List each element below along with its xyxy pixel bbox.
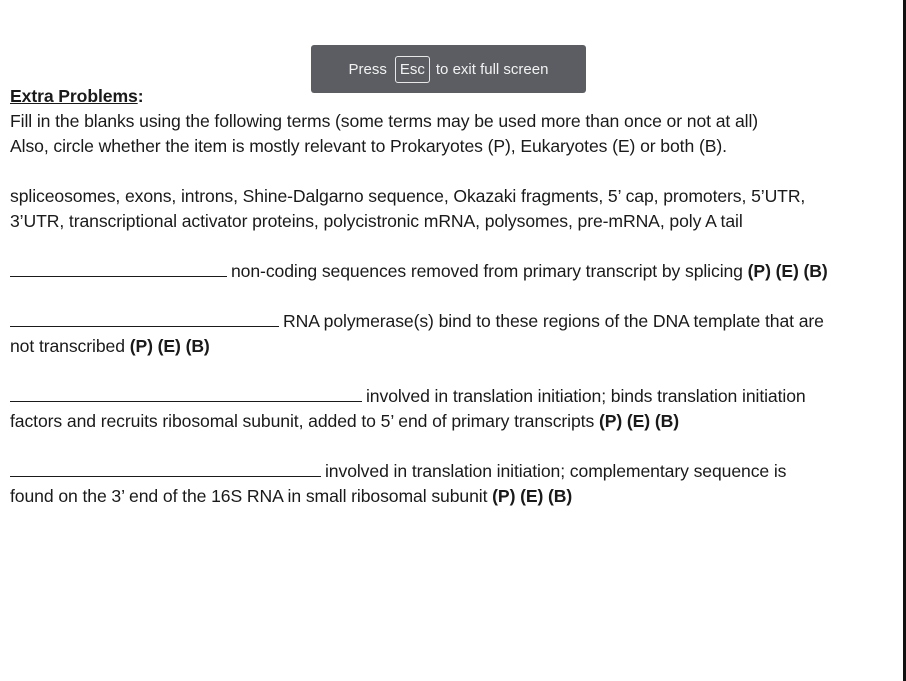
term-bank-line: spliceosomes, exons, introns, Shine-Dalgarno sequence, Okazaki fragments, 5’ cap, promoters, 5’UTR, <box>10 186 806 206</box>
toast-suffix: to exit full screen <box>435 60 549 78</box>
answer-blank <box>10 459 321 477</box>
esc-key-badge: Esc <box>395 56 430 83</box>
question-text: non-coding sequences removed from primary transcript by splicing <box>231 261 743 281</box>
question-text: involved in translation initiation; binds translation initiation <box>366 386 806 406</box>
answer-blank <box>10 309 279 327</box>
term-bank <box>10 184 896 234</box>
question-item <box>10 309 896 359</box>
question-text-continued: found on the 3’ end of the 16S RNA in small ribosomal subunit <box>10 486 488 506</box>
question-text: involved in translation initiation; complementary sequence is <box>325 461 787 481</box>
answer-options: (P) (E) (B) <box>747 261 828 281</box>
worksheet-document <box>10 84 896 509</box>
toast-prefix: Press <box>348 60 387 78</box>
answer-options: (P) (E) (B) <box>129 336 210 356</box>
answer-blank <box>10 384 362 402</box>
question-text-continued: factors and recruits ribosomal subunit, added to 5’ end of primary transcripts <box>10 411 595 431</box>
worksheet-heading: Extra Problems: <box>10 86 144 106</box>
instruction-line: Also, circle whether the item is mostly relevant to Prokaryotes (P), Eukaryotes (E) or both (B). <box>10 136 727 156</box>
answer-blank <box>10 259 227 277</box>
answer-options: (P) (E) (B) <box>492 486 573 506</box>
question-item <box>10 459 896 509</box>
question-item <box>10 259 896 284</box>
instruction-line: Fill in the blanks using the following terms (some terms may be used more than once or not at all) <box>10 111 759 131</box>
question-text: RNA polymerase(s) bind to these regions of the DNA template that are <box>283 311 824 331</box>
question-item <box>10 384 896 434</box>
answer-options: (P) (E) (B) <box>598 411 679 431</box>
instructions <box>10 109 896 159</box>
question-text-continued: not transcribed <box>10 336 125 356</box>
term-bank-line: 3’UTR, transcriptional activator proteins, polycistronic mRNA, polysomes, pre-mRNA, poly A tail <box>10 211 743 231</box>
